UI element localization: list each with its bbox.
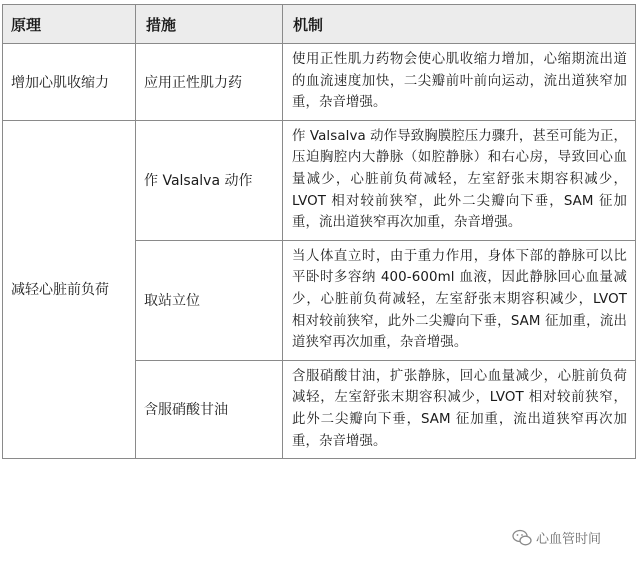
principle-cell: 增加心肌收缩力 <box>3 44 136 121</box>
table-row <box>3 120 636 240</box>
mechanism-cell: 当人体直立时，由于重力作用，身体下部的静脉可以比平卧时多容纳 400-600ml 血液，因此静脉回心血量减少，心脏前负荷减轻，左室舒张末期容积减少，LVOT 相对较前狭窄，此外二尖瓣向下垂，SAM 征加重，流出道狭窄再次加重，杂音增强。 <box>283 240 636 360</box>
header-row <box>3 5 636 44</box>
principle-cell: 减轻心脏前负荷 <box>3 120 136 458</box>
watermark <box>512 528 601 547</box>
header-mechanism: 机制 <box>283 5 636 44</box>
mechanism-cell: 作 Valsalva 动作导致胸膜腔压力骤升，甚至可能为正，压迫胸腔内大静脉（如腔静脉）和右心房，导致回心血量减少，心脏前负荷减轻，左室舒张末期容积减少，LVOT 相对较前狭窄，此外二尖瓣向下垂，SAM 征加重，流出道狭窄再次加重，杂音增强。 <box>283 120 636 240</box>
mechanism-cell: 使用正性肌力药物会使心肌收缩力增加，心缩期流出道的血流速度加快，二尖瓣前叶前向运动，流出道狭窄加重，杂音增强。 <box>283 44 636 121</box>
header-measure: 措施 <box>136 5 283 44</box>
watermark-text: 心血管时间 <box>536 532 602 547</box>
wechat-logo-icon <box>512 529 532 547</box>
header-principle: 原理 <box>3 5 136 44</box>
mechanism-table <box>2 4 636 459</box>
mechanism-cell: 含服硝酸甘油，扩张静脉，回心血量减少，心脏前负荷减轻，左室舒张末期容积减少，LVOT 相对较前狭窄，此外二尖瓣向下垂，SAM 征加重，流出道狭窄再次加重，杂音增强。 <box>283 360 636 458</box>
measure-cell: 含服硝酸甘油 <box>136 360 283 458</box>
measure-cell: 取站立位 <box>136 240 283 360</box>
measure-cell: 应用正性肌力药 <box>136 44 283 121</box>
measure-cell: 作 Valsalva 动作 <box>136 120 283 240</box>
table-row <box>3 44 636 121</box>
